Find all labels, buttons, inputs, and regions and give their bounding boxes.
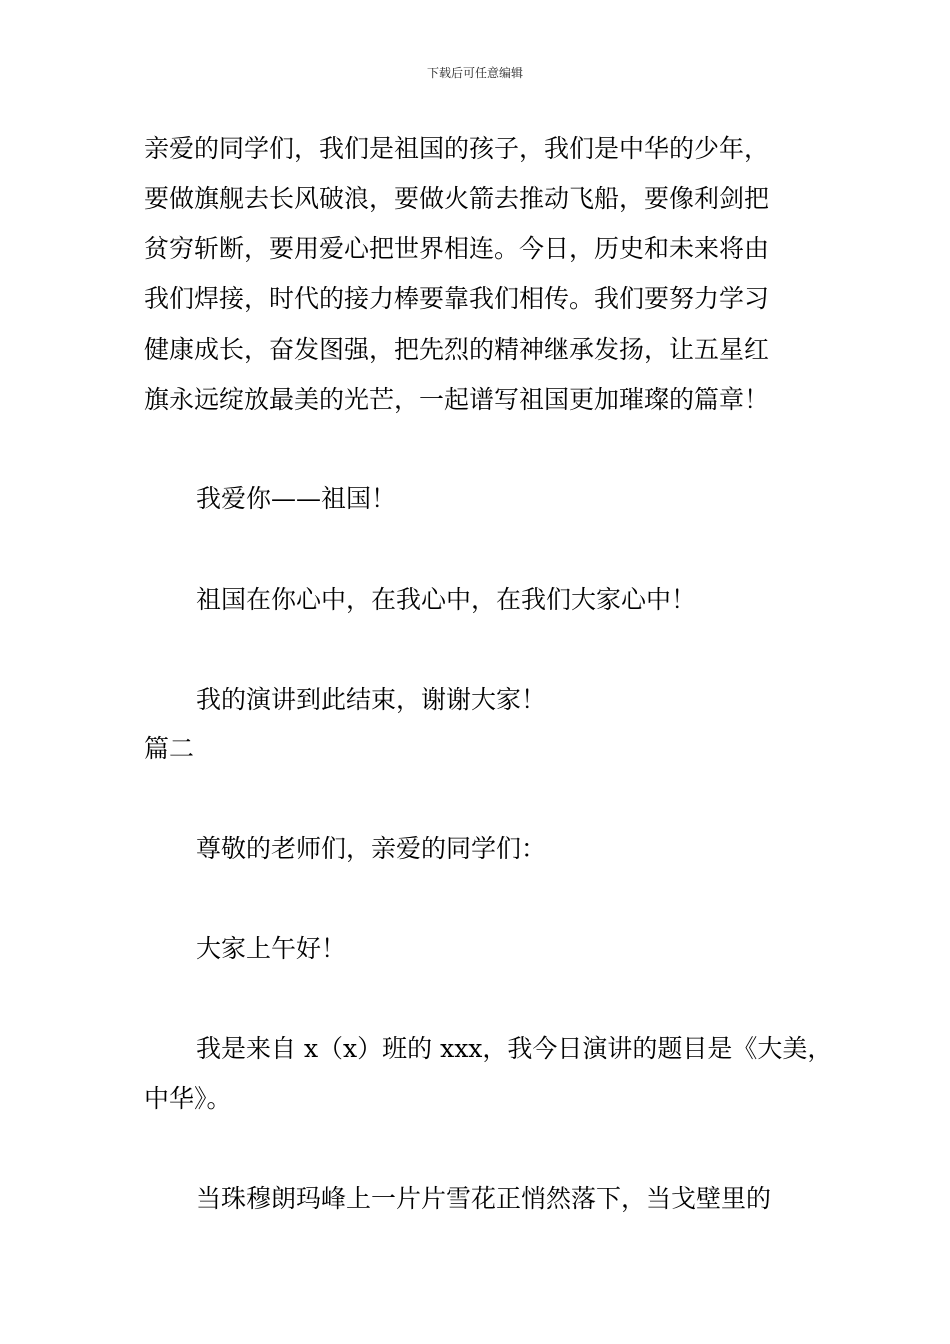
paragraph-line: 健康成长，奋发图强，把先烈的精神继承发扬，让五星红: [144, 335, 770, 364]
paragraph-line: 大家上午好！: [196, 934, 347, 963]
paragraph-line: 我是来自 x（x）班的 xxx，我今日演讲的题目是《大美，: [196, 1034, 833, 1063]
paragraph-line: 我们焊接，时代的接力棒要靠我们相传。我们要努力学习: [144, 284, 770, 313]
paragraph-line: 尊敬的老师们，亲爱的同学们：: [196, 834, 547, 863]
paragraph-line: 中华》。: [144, 1084, 232, 1113]
paragraph-line: 当珠穆朗玛峰上一片片雪花正悄然落下，当戈壁里的: [196, 1184, 772, 1213]
paragraph-line: 我爱你——祖国！: [196, 484, 397, 513]
paragraph-line: 祖国在你心中，在我心中，在我们大家心中！: [196, 585, 697, 614]
paragraph-line: 要做旗舰去长风破浪，要做火箭去推动飞船，要像利剑把: [144, 184, 770, 213]
section-title: 篇二: [144, 734, 195, 763]
header-note: 下载后可任意编辑: [426, 66, 523, 80]
paragraph-line: 贫穷斩断，要用爱心把世界相连。今日，历史和未来将由: [144, 234, 770, 263]
paragraph-line: 旗永远绽放最美的光芒，一起谱写祖国更加璀璨的篇章！: [144, 385, 770, 414]
paragraph-line: 我的演讲到此结束，谢谢大家！: [196, 685, 547, 714]
paragraph-line: 亲爱的同学们，我们是祖国的孩子，我们是中华的少年，: [144, 134, 770, 163]
